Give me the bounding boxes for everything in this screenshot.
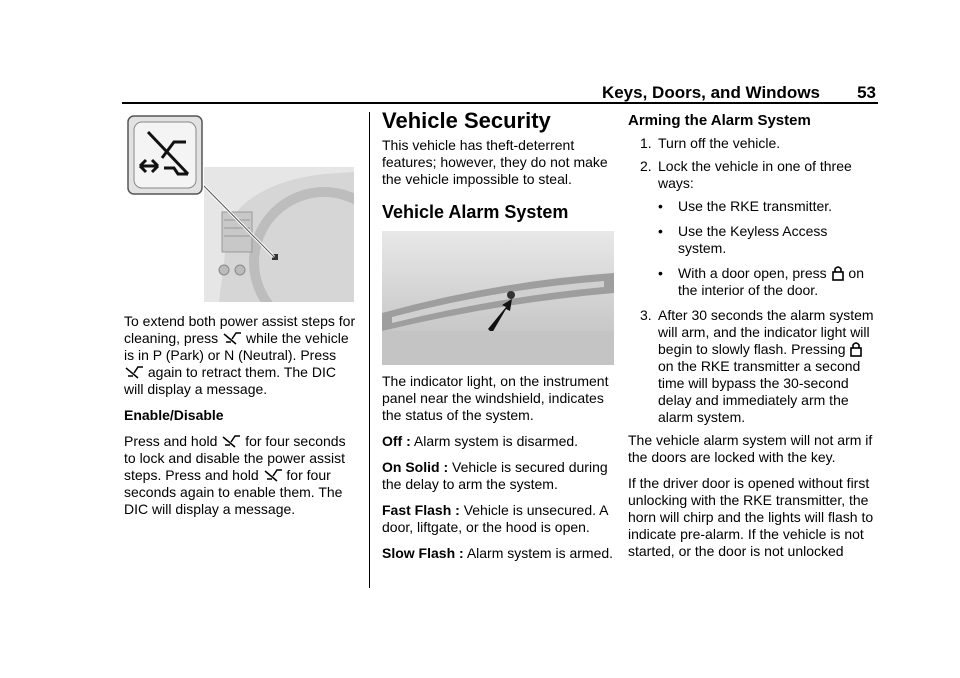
step-number: 2. xyxy=(640,158,652,174)
column-left xyxy=(124,112,358,527)
state-on-solid-text: Vehicle is secured during the delay to arm the system. xyxy=(382,459,608,492)
intro-text: This vehicle has theft-deterrent features; however, they do not make the vehicle impossible to steal. xyxy=(382,137,608,187)
power-step-icon xyxy=(221,433,241,449)
step-text-b: on the RKE transmitter a second time will bypass the 30-second delay and immediately arm the alarm system. xyxy=(658,358,861,425)
chapter-title: Keys, Doors, and Windows xyxy=(601,83,820,102)
state-on-solid-label: On Solid : xyxy=(382,459,449,475)
indicator-description: The indicator light, on the instrument panel near the windshield, indicates the status of the system. xyxy=(382,373,609,423)
state-off-text: Alarm system is disarmed. xyxy=(413,433,579,449)
list-item xyxy=(658,265,878,299)
lock-icon xyxy=(849,341,863,357)
enable-text-c: for four seconds again to enable them. The DIC will display a message. xyxy=(124,467,343,517)
step-1 xyxy=(628,135,878,152)
state-off-label: Off : xyxy=(382,433,411,449)
state-off xyxy=(382,433,618,450)
step-3 xyxy=(628,307,878,426)
enable-disable-heading: Enable/Disable xyxy=(124,407,224,423)
column-divider xyxy=(369,112,370,588)
step-number: 1. xyxy=(640,135,652,151)
subsection-title: Vehicle Alarm System xyxy=(382,202,569,222)
step-text: Turn off the vehicle. xyxy=(658,135,781,151)
arming-steps xyxy=(628,135,878,426)
power-steps-figure xyxy=(124,112,354,302)
state-fast-flash-label: Fast Flash : xyxy=(382,502,460,518)
bullet: • xyxy=(658,198,663,214)
enable-text-a: Press and hold xyxy=(124,433,218,449)
step-2 xyxy=(628,158,878,299)
lock-methods-list xyxy=(658,198,878,299)
extend-steps-text-a: To extend both power assist steps for cleaning, press xyxy=(124,313,356,346)
bullet-text-b: on the interior of the door. xyxy=(678,265,864,298)
step-text: Lock the vehicle in one of three ways: xyxy=(658,158,852,191)
state-slow-flash-text: Alarm system is armed. xyxy=(466,545,614,561)
alarm-indicator-figure xyxy=(382,231,614,365)
column-right xyxy=(628,112,878,569)
list-item xyxy=(658,198,878,215)
lock-icon xyxy=(831,265,845,281)
step-number: 3. xyxy=(640,307,652,323)
extend-steps-text-b: while the vehicle is in P (Park) or N (Neutral). Press xyxy=(124,330,349,363)
bullet-text-a: With a door open, press xyxy=(678,265,827,281)
page-number: 53 xyxy=(857,83,876,102)
power-step-icon xyxy=(263,467,283,483)
key-lock-note: The vehicle alarm system will not arm if the doors are locked with the key. xyxy=(628,432,873,465)
power-step-icon xyxy=(124,364,144,380)
power-step-icon xyxy=(222,330,242,346)
extend-steps-text-c: again to retract them. The DIC will display a message. xyxy=(124,364,336,397)
state-slow-flash-label: Slow Flash : xyxy=(382,545,464,561)
enable-text-b: for four seconds to lock and disable the power assist steps. Press and hold xyxy=(124,433,346,483)
column-middle xyxy=(382,108,618,571)
step-text-a: After 30 seconds the alarm system will arm, and the indicator light will begin to slowly flash. Pressing xyxy=(658,307,874,357)
arming-heading: Arming the Alarm System xyxy=(628,112,811,129)
bullet: • xyxy=(658,223,663,239)
bullet: • xyxy=(658,265,663,281)
state-fast-flash-text: Vehicle is unsecured. A door, liftgate, or the hood is open. xyxy=(382,502,608,535)
bullet-text: Use the RKE transmitter. xyxy=(678,198,833,214)
state-slow-flash xyxy=(382,545,618,562)
bullet-text: Use the Keyless Access system. xyxy=(678,223,828,256)
pre-alarm-text: If the driver door is opened without first unlocking with the RKE transmitter, the horn will chirp and the lights will flash to indicate pre-alarm. If the vehicle is not started, or the door is not unlocked xyxy=(628,475,874,559)
instrument-panel-photo xyxy=(382,231,614,365)
state-on-solid xyxy=(382,459,618,493)
page-header xyxy=(122,80,878,104)
state-fast-flash xyxy=(382,502,618,536)
list-item xyxy=(658,223,878,257)
section-title: Vehicle Security xyxy=(382,108,551,133)
dashboard-button-photo xyxy=(124,112,354,302)
